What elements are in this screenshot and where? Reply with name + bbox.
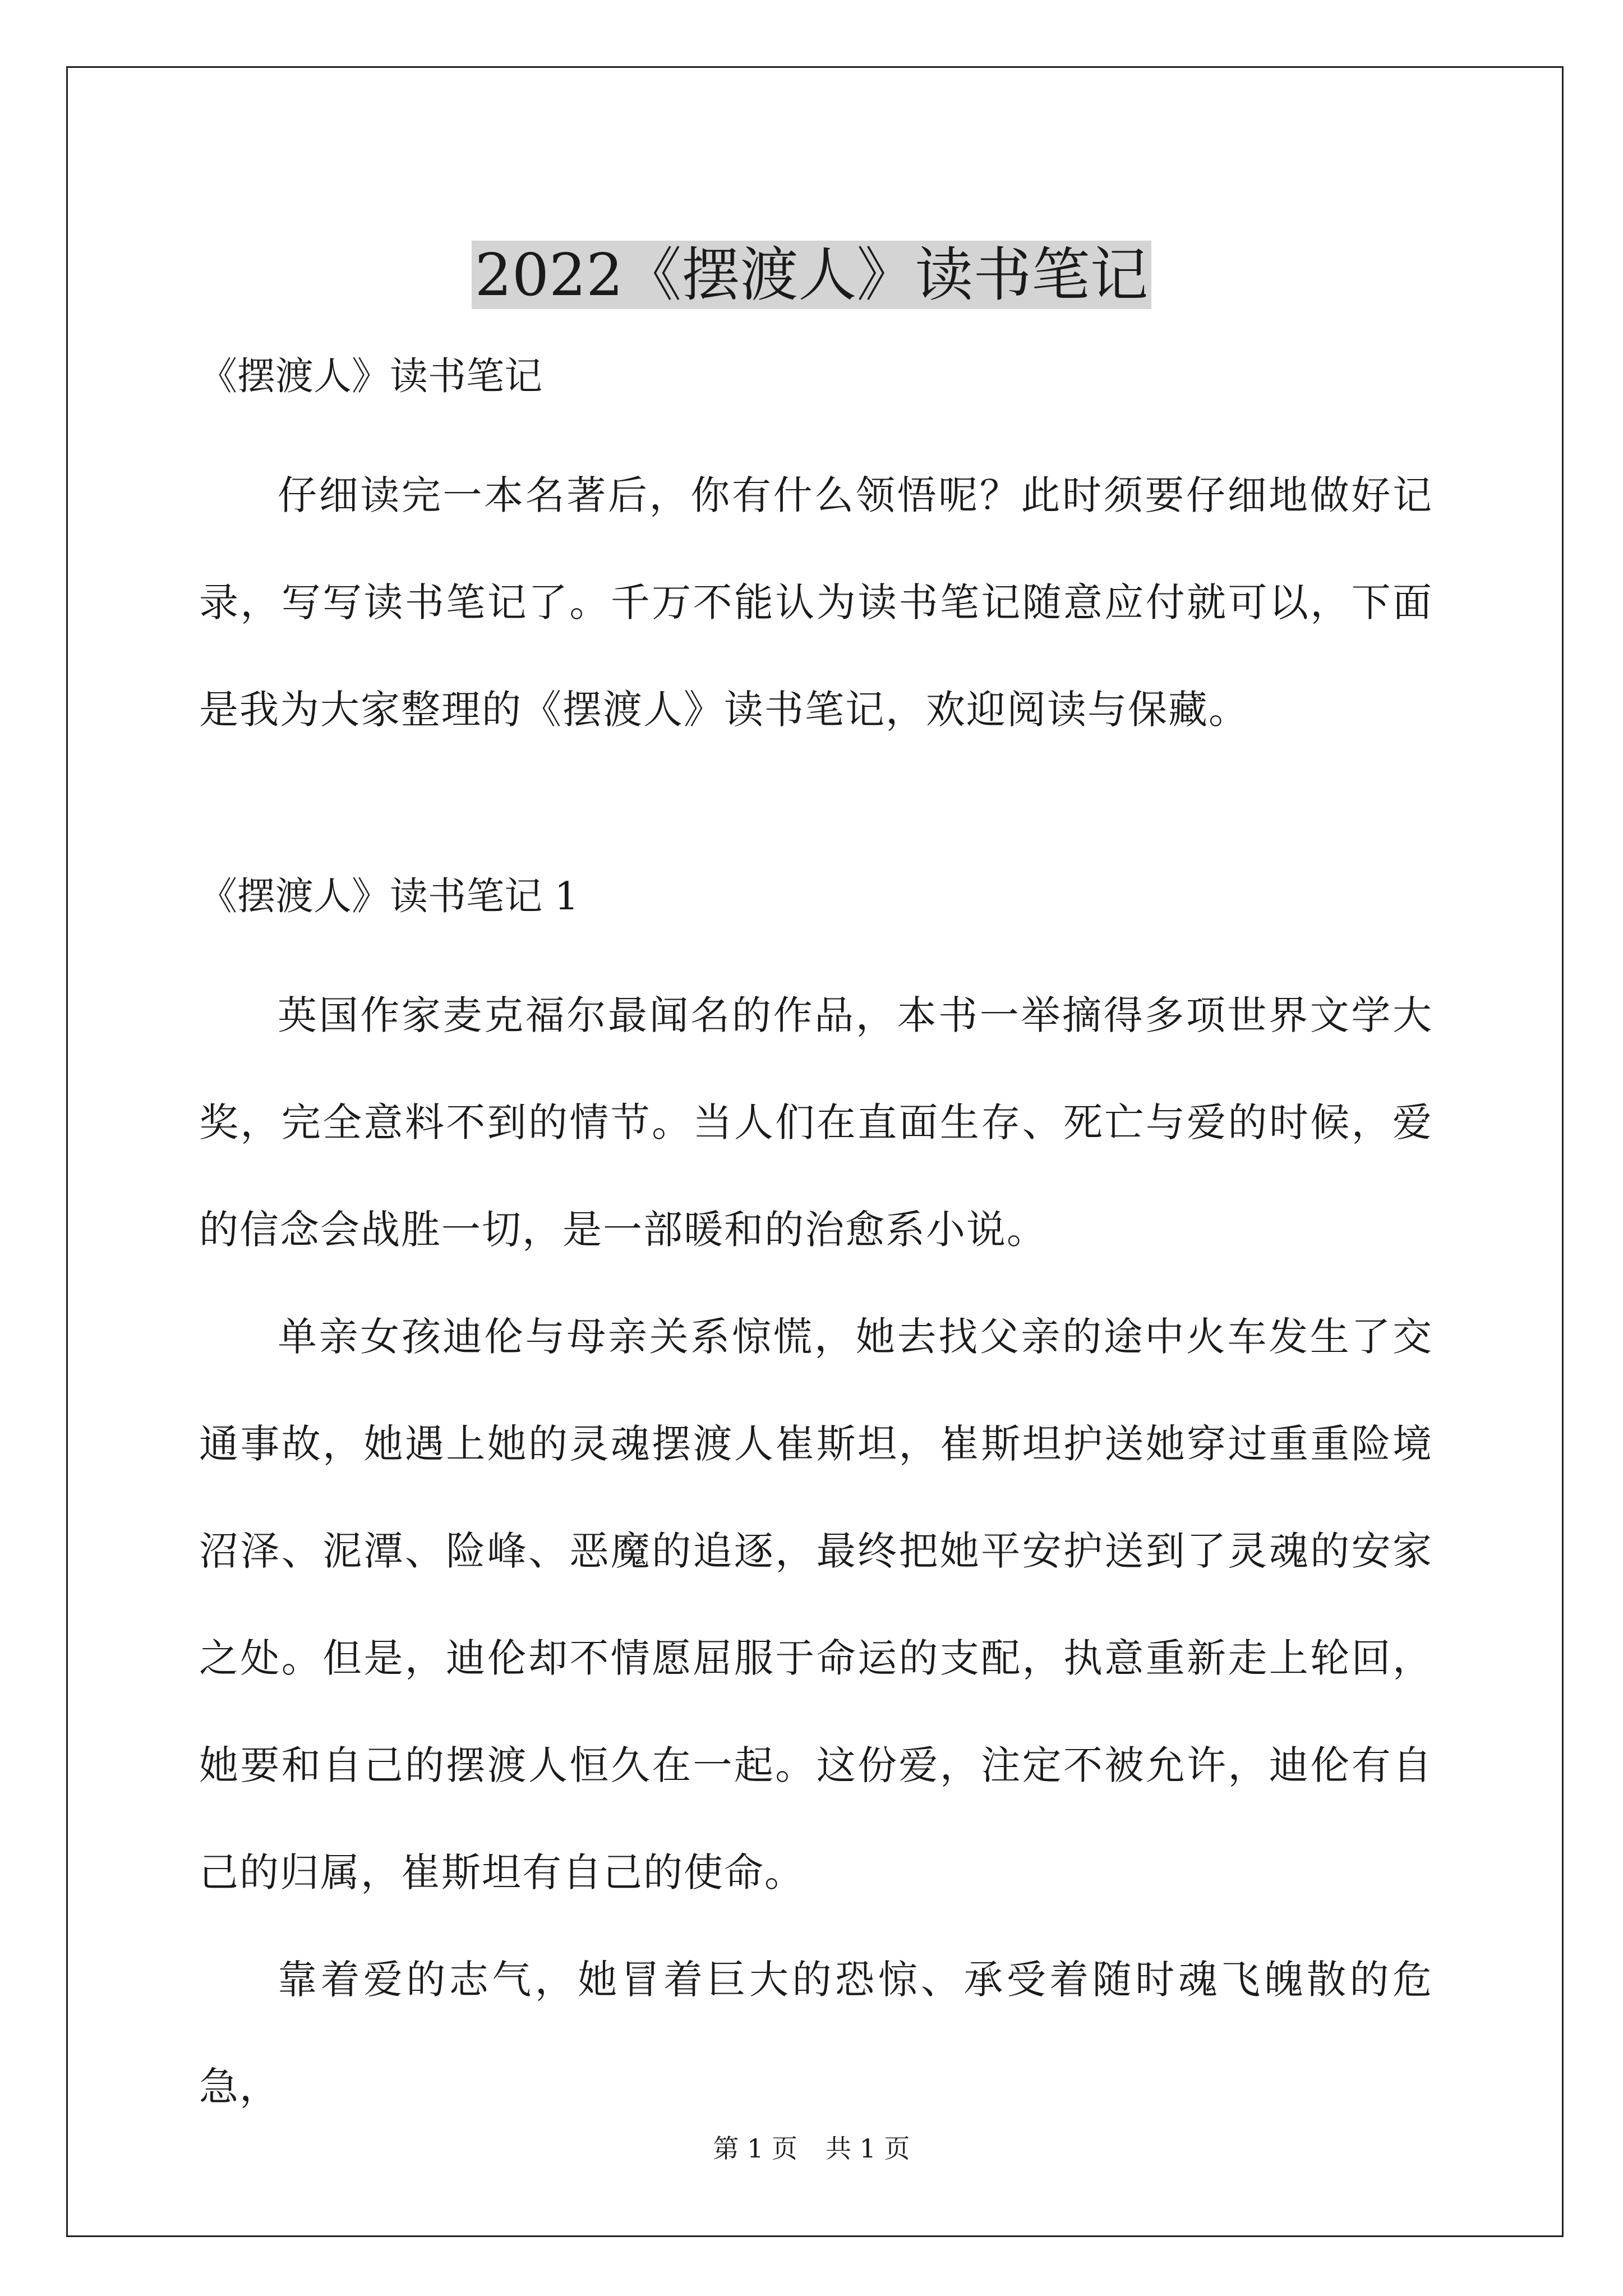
intro-paragraph: 仔细读完一本名著后，你有什么领悟呢？此时须要仔细地做好记录，写写读书笔记了。千万不能认为读书笔记随意应付就可以，下面是我为大家整理的《摆渡人》读书笔记，欢迎阅读与保藏。 (199, 472, 1433, 733)
section1-heading: 《摆渡人》读书笔记 1 (199, 875, 579, 919)
section1-paragraph-2: 单亲女孩迪伦与母亲关系惊慌，她去找父亲的途中火车发生了交通事故，她遇上她的灵魂摆渡人崔斯坦，崔斯坦护送她穿过重重险境沼泽、泥潭、险峰、恶魔的追逐，最终把她平安护送到了灵魂的安家之处。但是，迪伦却不情愿屈服于命运的支配，执意重新走上轮回，她要和自己的摆渡人恒久在一起。这份爱，注定不被允许，迪伦有自己的归属，崔斯坦有自己的使命。 (199, 1314, 1433, 1895)
page-number-total: 共 1 页 (826, 2133, 910, 2164)
section1-paragraph-3: 靠着爱的志气，她冒着巨大的恐惊、承受着随时魂飞魄散的危急， (199, 1957, 1433, 2110)
page-footer (0, 2132, 1623, 2165)
document-body (199, 343, 1433, 2141)
page-number-current: 第 1 页 (713, 2133, 797, 2164)
intro-heading: 《摆渡人》读书笔记 (199, 355, 543, 399)
document-title (0, 236, 1623, 314)
section1-paragraph-1: 英国作家麦克福尔最闻名的作品，本书一举摘得多项世界文学大奖，完全意料不到的情节。当人们在直面生存、死亡与爱的时候，爱的信念会战胜一切，是一部暖和的治愈系小说。 (199, 992, 1433, 1253)
document-title-text: 2022《摆渡人》读书笔记 (472, 241, 1152, 309)
